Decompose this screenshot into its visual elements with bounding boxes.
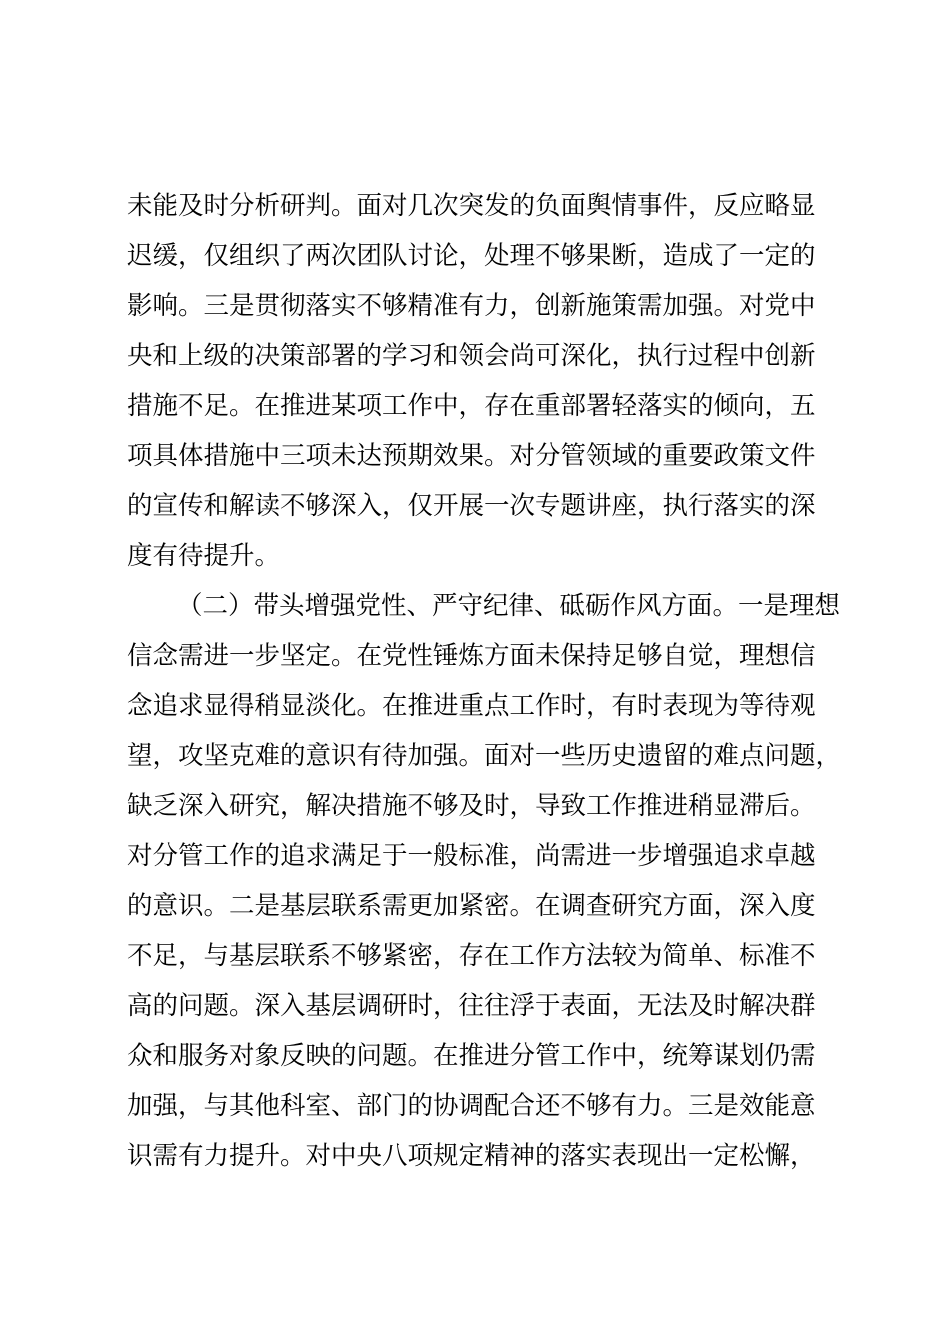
text-line-10: 信念需进一步坚定。在党性锤炼方面未保持足够自觉，理想信 xyxy=(127,641,816,671)
section-heading-line: （二）带头增强党性、严守纪律、砥砺作风方面。一是理想 xyxy=(177,591,841,621)
text-line-19: 加强，与其他科室、部门的协调配合还不够有力。三是效能意 xyxy=(127,1091,816,1121)
text-line-13: 缺乏深入研究，解决措施不够及时，导致工作推进稍显滞后。 xyxy=(127,791,816,821)
text-line-15: 的意识。二是基层联系需更加紧密。在调查研究方面，深入度 xyxy=(127,891,816,921)
text-line-17: 高的问题。深入基层调研时，往往浮于表面，无法及时解决群 xyxy=(127,991,816,1021)
text-line-18: 众和服务对象反映的问题。在推进分管工作中，统筹谋划仍需 xyxy=(127,1041,816,1071)
text-line-2: 迟缓，仅组织了两次团队讨论，处理不够果断，造成了一定的 xyxy=(127,241,816,271)
text-line-3: 影响。三是贯彻落实不够精准有力，创新施策需加强。对党中 xyxy=(127,291,816,321)
text-line-16: 不足，与基层联系不够紧密，存在工作方法较为简单、标准不 xyxy=(127,941,816,971)
text-line-14: 对分管工作的追求满足于一般标准，尚需进一步增强追求卓越 xyxy=(127,841,816,871)
text-line-8: 度有待提升。 xyxy=(127,541,281,571)
text-line-20: 识需有力提升。对中央八项规定精神的落实表现出一定松懈， xyxy=(127,1141,816,1171)
text-line-4: 央和上级的决策部署的学习和领会尚可深化，执行过程中创新 xyxy=(127,341,816,371)
text-line-12: 望，攻坚克难的意识有待加强。面对一些历史遗留的难点问题， xyxy=(127,741,842,771)
text-line-11: 念追求显得稍显淡化。在推进重点工作时，有时表现为等待观 xyxy=(127,691,816,721)
text-line-1: 未能及时分析研判。面对几次突发的负面舆情事件，反应略显 xyxy=(127,191,816,221)
text-line-7: 的宣传和解读不够深入，仅开展一次专题讲座，执行落实的深 xyxy=(127,491,816,521)
text-line-5: 措施不足。在推进某项工作中，存在重部署轻落实的倾向，五 xyxy=(127,391,816,421)
text-line-6: 项具体措施中三项未达预期效果。对分管领域的重要政策文件 xyxy=(127,441,816,471)
